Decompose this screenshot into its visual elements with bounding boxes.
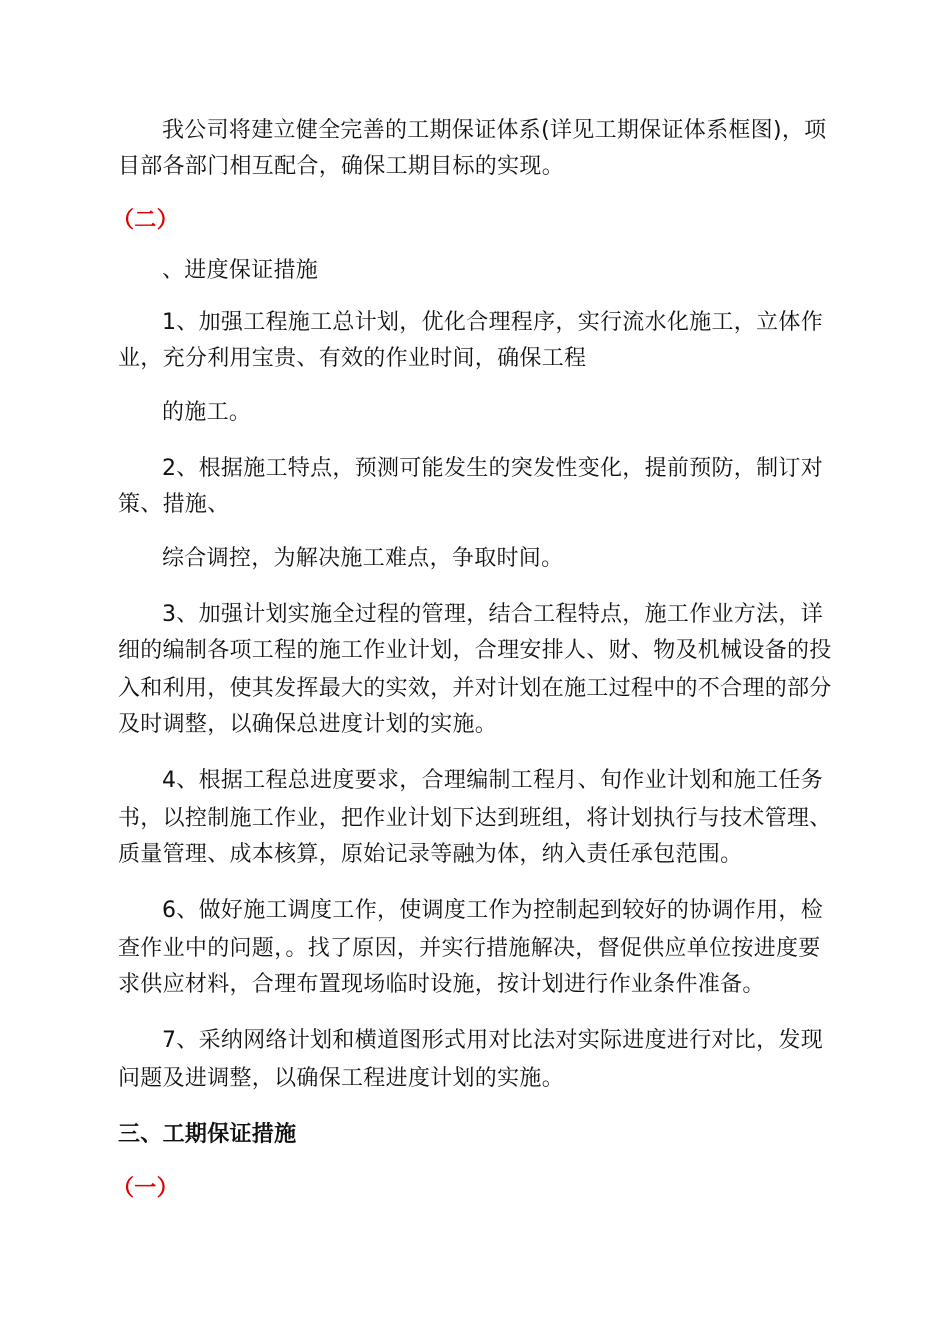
section-marker-2: （二） — [112, 208, 179, 233]
item-1-line-1: 1、加强工程施工总计划，优化合理程序，实行流水化施工，立体作 — [162, 310, 823, 335]
section-heading-3: 三、工期保证措施 — [118, 1122, 297, 1147]
item-6-line-1: 6、做好施工调度工作，使调度工作为控制起到较好的协调作用，检 — [162, 898, 823, 923]
item-2-line-2: 策、措施、 — [118, 492, 230, 517]
section-marker-1: （一） — [112, 1176, 179, 1201]
item-4-line-3: 质量管理、成本核算，原始记录等融为体，纳入责任承包范围。 — [118, 842, 743, 867]
item-3-line-2: 细的编制各项工程的施工作业计划，合理安排人、财、物及机械设备的投 — [118, 638, 832, 663]
paragraph-intro-line-2: 目部各部门相互配合，确保工期目标的实现。 — [118, 154, 565, 179]
item-1-line-3: 的施工。 — [162, 400, 252, 425]
item-3-line-4: 及时调整，以确保总进度计划的实施。 — [118, 712, 498, 737]
item-3-line-1: 3、加强计划实施全过程的管理，结合工程特点，施工作业方法，详 — [162, 602, 823, 627]
item-3-line-3: 入和利用，使其发挥最大的实效，并对计划在施工过程中的不合理的部分 — [118, 676, 832, 701]
subheading-schedule-measures: 、进度保证措施 — [162, 258, 319, 283]
item-4-line-1: 4、根据工程总进度要求，合理编制工程月、旬作业计划和施工任务 — [162, 768, 823, 793]
item-7-line-2: 问题及进调整，以确保工程进度计划的实施。 — [118, 1066, 565, 1091]
item-2-line-1: 2、根据施工特点，预测可能发生的突发性变化，提前预防，制订对 — [162, 456, 823, 481]
item-4-line-2: 书，以控制施工作业，把作业计划下达到班组，将计划执行与技术管理、 — [118, 806, 832, 831]
item-2-line-3: 综合调控，为解决施工难点，争取时间。 — [162, 546, 564, 571]
item-1-line-2: 业，充分利用宝贵、有效的作业时间，确保工程 — [118, 346, 587, 371]
item-6-line-3: 求供应材料，合理布置现场临时设施，按计划进行作业条件准备。 — [118, 972, 765, 997]
item-6-line-2: 查作业中的问题，。找了原因，并实行措施解决，督促供应单位按进度要 — [118, 936, 821, 961]
item-7-line-1: 7、采纳网络计划和横道图形式用对比法对实际进度进行对比，发现 — [162, 1028, 823, 1053]
paragraph-intro-line-1: 我公司将建立健全完善的工期保证体系(详见工期保证体系框图)，项 — [162, 118, 827, 143]
